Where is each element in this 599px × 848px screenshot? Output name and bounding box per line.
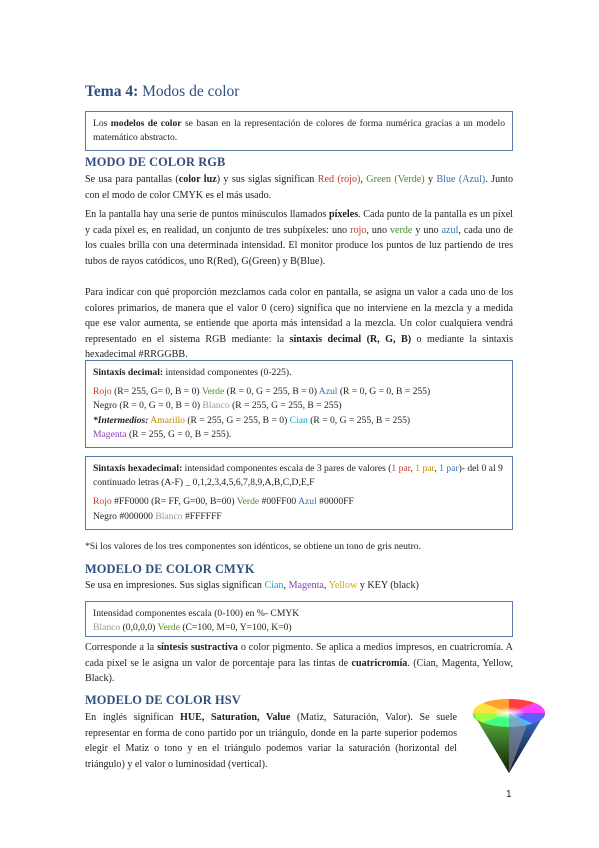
blanco-label: Blanco	[155, 510, 183, 522]
text: ,	[434, 463, 440, 474]
cmyk-box-line-2	[93, 621, 505, 635]
text: ,	[360, 174, 367, 185]
text: (R = 0, G = 255, B = 0)	[224, 386, 319, 398]
text: , cada uno de los cuales brilla con una determinada intensidad. El monitor produce los puntos de luz partiendo de tres tubos de rayos catódicos, uno R(Red), G(Green) y B(Blue).	[85, 224, 514, 267]
verde-label: Verde	[236, 496, 260, 508]
rgb-paragraph-3	[85, 285, 513, 363]
text: . Junto con el modo de color CMYK es el más usado.	[85, 174, 514, 201]
page-number: 1	[506, 789, 512, 800]
azul-label: Azul	[298, 496, 317, 508]
intro-text-c: se basan en la representación de colores de forma numérica gracias a un modelo matemático abstracto.	[93, 118, 506, 144]
decimal-line-1	[93, 385, 505, 399]
rojo-label: rojo	[350, 224, 367, 236]
decimal-syntax-box	[85, 360, 513, 448]
text: y	[424, 174, 437, 185]
text: Para indicar con qué proporción mezclamos cada color en pantalla, se asigna un valor a cada uno de los colores primarios, de manera que el valor 0 (cero) significa que no interviene en la mezcla y a medida que ese valor aumenta, se entiende que aporta más intensidad a la mezcla. Un color cualquiera vendrá representado en el sistema RGB mediante: la	[85, 287, 513, 345]
text: Corresponde a la	[85, 642, 158, 653]
hsv-paragraph	[85, 710, 457, 772]
text: . Cada punto de la pantalla es un píxel y cada píxel es, en realidad, un conjunto de tres subpíxeles: uno	[85, 209, 513, 236]
text: #00FF00	[259, 496, 299, 508]
title-rest: Modos de color	[138, 83, 240, 100]
text: #0000FF	[316, 496, 354, 508]
cmyk-box	[85, 601, 513, 637]
text-bold: píxeles	[328, 209, 359, 220]
text: , uno	[366, 224, 390, 236]
hex-line-2	[93, 510, 505, 524]
text: )- del 0 al 9 continuado letras (A-F) _ 0,1,2,3,4,5,6,7,8,9,A,B,C,D,E,F	[93, 463, 503, 489]
text: ,	[410, 463, 416, 474]
text: intensidad componentes escala de 3 pares de valores (	[182, 463, 392, 474]
red-label: Red (rojo)	[317, 174, 361, 185]
par-label: 1 par	[439, 463, 459, 474]
decimal-line-2	[93, 399, 505, 413]
text: intensidad componentes (0-225).	[163, 367, 292, 378]
text: (R= 255, G= 0, B = 0)	[111, 386, 202, 398]
cmyk-paragraph-1	[85, 578, 513, 594]
blanco-label: Blanco	[93, 622, 121, 634]
text: #FF0000 (R= FF, G=00, B=00)	[111, 496, 237, 508]
hex-line-1	[93, 495, 505, 509]
text: (R = 0, G = 255, B = 255)	[307, 414, 411, 426]
verde-label: Verde	[157, 622, 180, 634]
blue-label: Blue (Azul)	[436, 174, 486, 185]
text: o color pigmento. Se aplica a medios impresos, en cuatricromía. A cada píxel se le asigna un valor de porcentaje para las tintas de	[85, 642, 513, 669]
hex-syntax-box	[85, 456, 513, 530]
intro-text-a: Los	[93, 118, 111, 129]
text: Se usa en impresiones. Sus siglas significan	[85, 580, 265, 591]
rgb-paragraph-1	[85, 172, 513, 203]
decimal-label: Sintaxis decimal:	[93, 367, 164, 378]
text: (C=100, M=0, Y=100, K=0)	[179, 622, 292, 634]
text: Se usa para pantallas (	[85, 174, 179, 185]
text-bold: síntesis sustractiva	[157, 642, 238, 653]
rojo-label: Rojo	[93, 386, 112, 398]
yellow-label: Yellow	[328, 580, 358, 591]
text: (R = 255, G = 255, B = 255)	[229, 400, 342, 412]
text: . (Cian, Magenta, Yellow, Black).	[85, 657, 513, 685]
intro-text-bold: modelos de color	[110, 118, 182, 129]
magenta-label: Magenta	[93, 428, 127, 440]
amarillo-label: Amarillo	[148, 414, 185, 426]
verde-label: Verde	[201, 386, 225, 398]
hex-label: Sintaxis hexadecimal:	[93, 463, 183, 474]
decimal-line-4	[93, 428, 505, 442]
hex-label-line	[93, 463, 503, 488]
rgb-paragraph-2	[85, 207, 513, 269]
rgb-heading: MODO DE COLOR RGB	[85, 155, 226, 169]
text: (R = 255, G = 0, B = 255).	[126, 428, 232, 440]
magenta-label: Magenta	[288, 580, 324, 591]
cmyk-heading: MODELO DE COLOR CMYK	[85, 562, 255, 576]
text-bold: HUE, Saturation, Value	[180, 712, 291, 723]
hsv-top-disc	[473, 699, 545, 727]
text: ) y sus siglas significan	[216, 174, 318, 185]
text: ,	[323, 580, 329, 591]
intermedios-label: *Intermedios:	[93, 414, 149, 426]
hsv-cone-image	[471, 695, 547, 775]
green-label: Green (Verde)	[366, 174, 425, 185]
text: y uno	[412, 224, 442, 236]
text: (0,0,0,0)	[120, 622, 158, 634]
text-bold: cuatricromía	[351, 657, 408, 669]
text: ,	[283, 580, 289, 591]
hsv-heading: MODELO DE COLOR HSV	[85, 693, 241, 707]
decimal-line-3	[93, 414, 505, 428]
cmyk-box-line-1: Intensidad componentes escala (0-100) en %- CMYK	[93, 608, 300, 619]
azul-label: azul	[441, 224, 459, 236]
cmyk-paragraph-2	[85, 640, 513, 687]
text: En la pantalla hay una serie de puntos minúsculos llamados	[85, 209, 329, 220]
page-title	[85, 83, 239, 101]
gray-note: *Si los valores de los tres componentes son idénticos, se obtiene un tono de gris neutro.	[85, 541, 421, 552]
text: y KEY (black)	[357, 580, 419, 591]
text: #FFFFFF	[182, 510, 222, 522]
text-bold: sintaxis decimal (R, G, B)	[289, 333, 412, 345]
verde-label: verde	[390, 224, 413, 236]
azul-label: Azul	[318, 386, 338, 398]
text: Negro #000000	[93, 510, 156, 522]
text: o mediante la sintaxis hexadecimal #RRGGBB.	[85, 333, 513, 361]
intro-box	[85, 111, 513, 151]
decimal-label-line	[93, 366, 505, 380]
blanco-label: Blanco	[202, 400, 230, 412]
cian-label: Cian	[289, 414, 308, 426]
par-label: 1 par	[391, 463, 411, 474]
text: (Matiz, Saturación, Valor). Se suele representar en forma de cono partido por un triángulo, donde en la parte superior podemos elegir el Matiz o tono y en el triángulo podemos variar la saturación (horizontal del triángulo) y el valor o luminosidad (vertical).	[85, 712, 457, 770]
text-bold: color luz	[178, 174, 217, 185]
text: (R = 255, G = 255, B = 0)	[184, 414, 290, 426]
text: En inglés significan	[85, 712, 181, 723]
text: Negro (R = 0, G = 0, B = 0)	[93, 400, 203, 412]
text: (R = 0, G = 0, B = 255)	[337, 386, 431, 398]
title-prefix: Tema 4:	[85, 83, 139, 100]
par-label: 1 par	[415, 463, 435, 474]
rojo-label: Rojo	[93, 496, 112, 508]
cian-label: Cian	[264, 580, 284, 591]
